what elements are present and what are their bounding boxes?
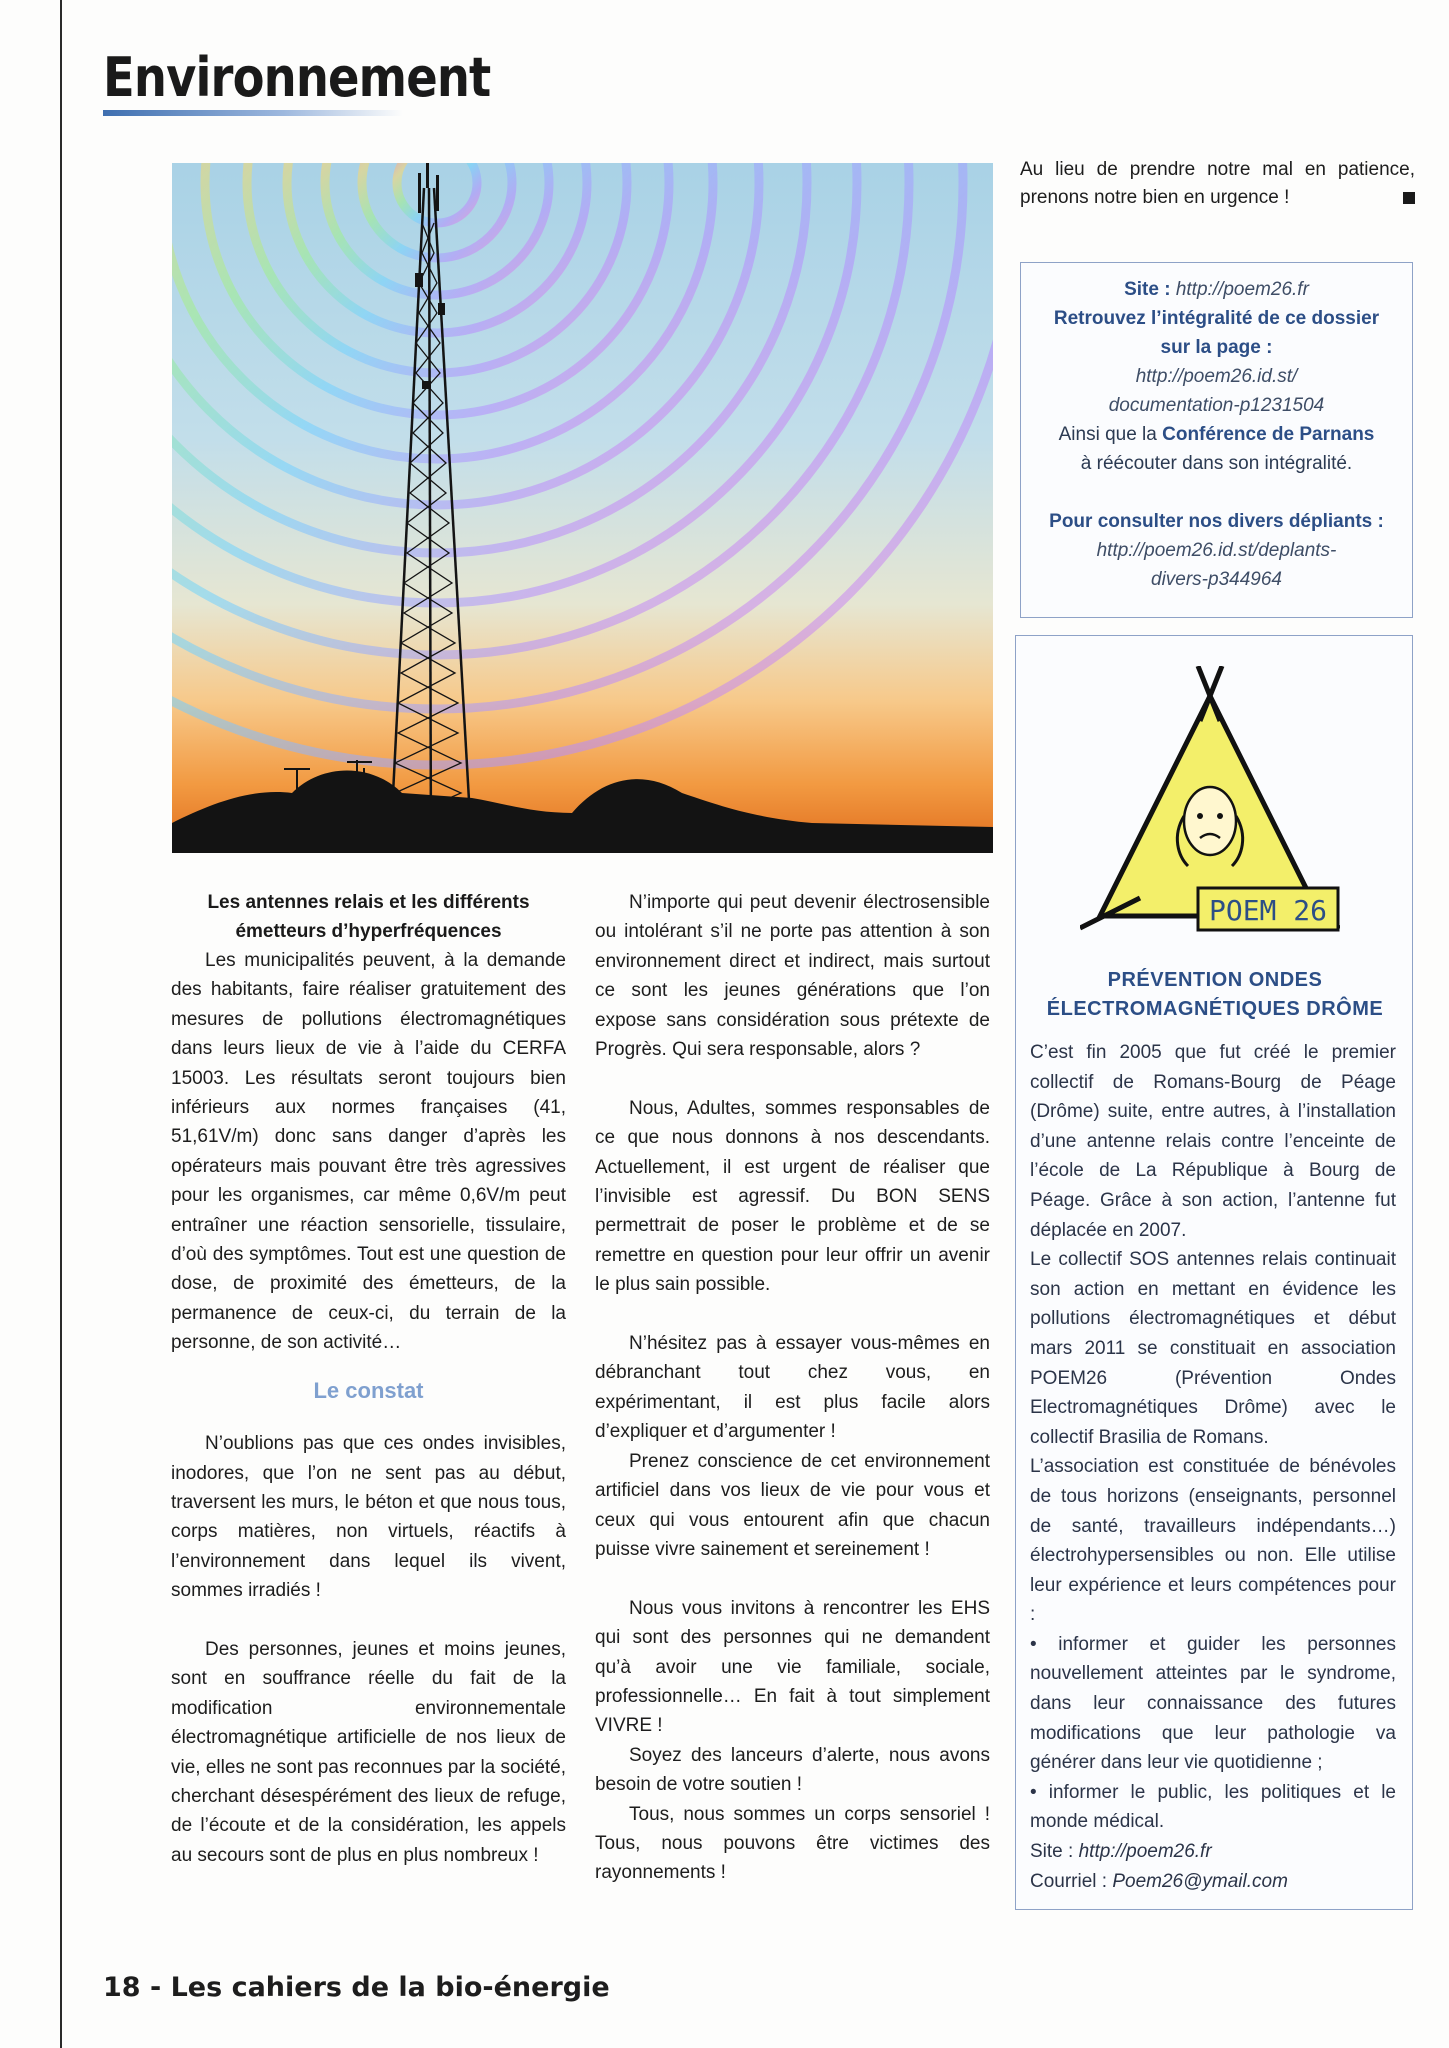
info-box xyxy=(1020,262,1413,618)
page-margin-rule xyxy=(60,0,62,2048)
article-paragraph: Tous, nous sommes un corps sensoriel ! Tous, nous pouvons être victimes des rayonnements ! xyxy=(595,1803,990,1884)
article-paragraph: Les municipalités peuvent, à la demande des habitants, faire réaliser gratuitement des mesures de pollutions électromagnétiques dans leurs lieux de vie à l’aide du CERFA 15003. Les résultats seront toujours bien inférieurs aux normes françaises (41, 51,61V/m) donc sans danger d’après les opérateurs mais pouvant être très agressives pour les organismes, car même 0,6V/m peut entraîner une réaction sensorielle, tissulaire, d’où des symptômes. Tout est une question de dose, de proximité des émetteurs, de la permanence de ceux-ci, du terrain de la personne, de son activité… xyxy=(171,950,566,1354)
retrouvez-line2: sur la page : xyxy=(1160,337,1273,358)
article-paragraph: Prenez conscience de cet environnement artificiel dans vos lieux de vie pour vous et ceux qui vous entourent afin que chacun puisse vivre sainement et sereinement ! xyxy=(595,1450,990,1560)
site-label: Site : xyxy=(1124,279,1171,300)
association-box xyxy=(1015,635,1413,1910)
assoc-site-url-link[interactable]: http://poem26.fr xyxy=(1078,1841,1212,1863)
depliants-label: Pour consulter nos divers dépliants : xyxy=(1049,511,1384,532)
poem26-logo-art xyxy=(1080,666,1340,956)
article-subheading: Le constat xyxy=(313,1377,424,1403)
association-bullet: • informer le public, les politiques et le monde médical. xyxy=(1030,1781,1396,1833)
depliants-url-line2[interactable]: divers-p344964 xyxy=(1151,569,1282,590)
article-paragraph: N’importe qui peut devenir électrosensible ou intolérant s’il ne porte pas attention à son environnement direct et indirect, mais surtout ce sont les jeunes générations que l’on expose sans considération sous prétexte de Progrès. Qui sera responsable, alors ? xyxy=(595,892,990,1061)
retrouvez-line1: Retrouvez l’intégralité de ce dossier xyxy=(1053,308,1380,329)
association-paragraph: C’est fin 2005 que fut créé le premier collectif de Romans-Bourg de Péage (Drôme) suite, entre autres, à l’installation d’une antenne relais contre l’enceinte de l’école de La République à Bourg de Péage. Grâce à son action, l’antenne fut déplacée en 2007. xyxy=(1030,1042,1396,1241)
antenna-photo-art xyxy=(172,163,993,853)
article-column-2 xyxy=(595,888,990,1888)
intro-quote xyxy=(1020,156,1415,212)
depliants-url-line1[interactable]: http://poem26.id.st/deplants- xyxy=(1096,540,1337,561)
intro-text: Au lieu de prendre notre mal en patience, prenons notre bien en urgence ! xyxy=(1020,159,1415,208)
dossier-url-line1[interactable]: http://poem26.id.st/ xyxy=(1135,366,1298,387)
article-paragraph: Soyez des lanceurs d’alerte, nous avons besoin de votre soutien ! xyxy=(595,1744,990,1796)
association-bullet: • informer et guider les personnes nouvellement atteintes par le syndrome, dans leur connaissance des futures modifications que leur pathologie va générer dans leur vie quotidienne ; xyxy=(1030,1633,1396,1774)
page-footer: 18 - Les cahiers de la bio-énergie xyxy=(103,1972,610,2003)
ainsi-prefix: Ainsi que la xyxy=(1058,424,1157,445)
conference-name: Conférence de Parnans xyxy=(1162,424,1375,445)
association-body xyxy=(1030,1038,1396,1896)
title-underline xyxy=(103,110,403,116)
article-paragraph: N’oublions pas que ces ondes invisibles, inodores, que l’on ne sent pas au début, traversent les murs, le béton et que nous tous, corps matières, non virtuels, réactifs à l’environnement dans lequel ils vivent, sommes irradiés ! xyxy=(171,1433,566,1602)
article-heading: Les antennes relais et les différents émetteurs d’hyperfréquences xyxy=(207,892,530,942)
reecouter-line: à réécouter dans son intégralité. xyxy=(1080,453,1353,474)
logo-text: POEM 26 xyxy=(1208,894,1328,927)
article-paragraph: Des personnes, jeunes et moins jeunes, sont en souffrance réelle du fait de la modification environnementale électromagnétique artificielle de nos lieux de vie, elles ne sont pas reconnues par la société, cherchant désespérément des lieux de refuge, de l’écoute et de la considération, les appels au secours sont de plus en plus nombreux ! xyxy=(171,1638,567,1866)
article-paragraph: N’hésitez pas à essayer vous-mêmes en débranchant tout chez vous, en expérimentant, il est plus facile alors d’expliquer et d’argumenter ! xyxy=(595,1333,990,1443)
association-heading-line2: ÉLECTROMAGNÉTIQUES DRÔME xyxy=(1046,998,1384,1020)
article-column-1 xyxy=(171,888,566,1870)
section-title: Environnement xyxy=(103,46,491,109)
article-paragraph: Nous, Adultes, sommes responsables de ce que nous donnons à nos descendants. Actuellement, il est urgent de réaliser que l’invisible est agressif. Du BON SENS permettrait de poser le problème et de se remettre en question pour leur offrir un avenir le plus sain possible. xyxy=(595,1097,990,1296)
article-paragraph: Nous vous invitons à rencontrer les EHS qui sont des personnes qui ne demandent qu’à avoir une vie familiale, sociale, professionnelle… En fait à tout simplement VIVRE ! xyxy=(595,1597,990,1737)
association-paragraph: L’association est constituée de bénévoles de tous horizons (enseignants, personnel de santé, travailleurs indépendants…) électrohypersensibles ou non. Elle utilise leur expérience et leurs compétences pour : xyxy=(1030,1456,1396,1626)
assoc-email-label: Courriel : xyxy=(1030,1870,1108,1892)
antenna-tower-photo xyxy=(172,163,993,853)
assoc-site-label: Site : xyxy=(1030,1841,1074,1863)
site-url-link[interactable]: http://poem26.fr xyxy=(1175,279,1309,300)
end-square-icon xyxy=(1403,192,1415,204)
assoc-email-link[interactable]: Poem26@ymail.com xyxy=(1112,1870,1288,1892)
association-heading-line1: PRÉVENTION ONDES xyxy=(1107,969,1323,991)
dossier-url-line2[interactable]: documentation-p1231504 xyxy=(1108,395,1325,416)
association-paragraph: Le collectif SOS antennes relais continuait son action en mettant en évidence les pollutions électromagnétiques et début mars 2011 se constituait en association POEM26 (Prévention Ondes Electromagnétiques Drôme) avec le collectif Brasilia de Romans. xyxy=(1030,1249,1396,1448)
poem26-logo xyxy=(1080,666,1340,956)
